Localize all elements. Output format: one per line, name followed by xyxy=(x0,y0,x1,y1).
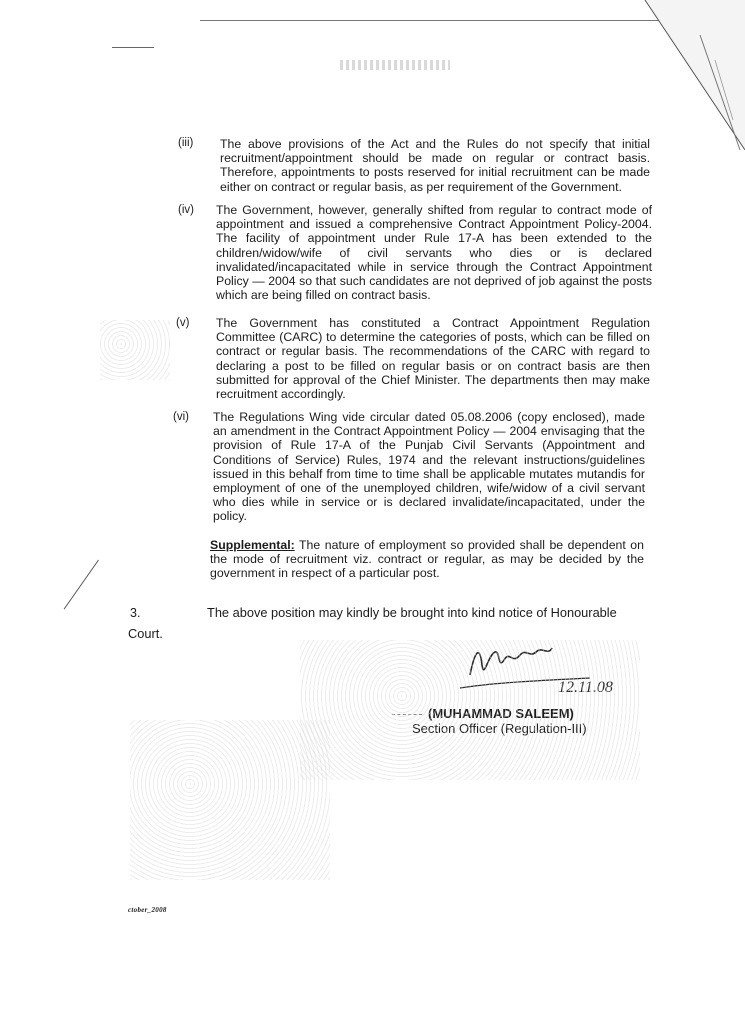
scan-noise xyxy=(130,720,330,880)
paragraph-v: The Government has constituted a Contract Appointment Regulation Committee (CARC) to determine the categories of posts, which can be filled on contract or regular basis. The recommendations of the CARC with regard to declaring a post to be filled on regular basis or on contract basis are then submitted for approval of the Chief Minister. The departments then may make recruitment accordingly. xyxy=(216,316,650,402)
note-label: Supplemental: xyxy=(210,538,295,552)
signatory-designation: Section Officer (Regulation-III) xyxy=(412,721,587,736)
paragraph-3: The above position may kindly be brought into kind notice of Honourable xyxy=(207,605,617,620)
item-number-iii: (iii) xyxy=(178,137,194,149)
scan-noise xyxy=(300,640,640,780)
signature-date: 12.11.08 xyxy=(558,679,613,696)
footer-text: ctober_2008 xyxy=(128,906,167,914)
top-rule xyxy=(200,20,660,21)
signatory-name: (MUHAMMAD SALEEM) xyxy=(428,706,574,721)
top-left-rule xyxy=(112,47,154,48)
item-number-iv: (iv) xyxy=(178,204,194,216)
paragraph-vi: The Regulations Wing vide circular dated 05.08.2006 (copy enclosed), made an amendment in the Contract Appointment Policy — 2004 envisaging that the provision of Rule 17-A of the Punjab Civil Servants (Appointment and Conditions of Service) Rules, 1974 and the relevant instructions/guidelines issued in this behalf from time to time shall be applicable mutates mutandis for employment of one of the unemployed children, wife/widow of a civil servant who dies while in service or is declared invalidate/incapacitated, under the policy. xyxy=(213,410,645,524)
item-number-v: (v) xyxy=(176,317,190,329)
margin-mark xyxy=(64,560,99,610)
supplemental-note xyxy=(210,538,644,581)
note-text: The nature of employment so provided shall be dependent on the mode of recruitment viz. contract or regular, as may be decided by the government in respect of a particular post. xyxy=(210,538,644,581)
scan-noise xyxy=(100,320,170,380)
item-number-3: 3. xyxy=(130,606,141,620)
paragraph-iv: The Government, however, generally shifted from regular to contract mode of appointment and issued a comprehensive Contract Appointment Policy-2004. The facility of appointment under Rule 17-A has been extended to the children/widow/wife of civil servants who dies or is declared invalidated/incapacitated while in service through the Contract Appointment Policy — 2004 so that such candidates are not deprived of job against the posts which are being filled on contract basis. xyxy=(216,203,652,303)
paragraph-3-continuation: Court. xyxy=(128,626,163,641)
folded-corner xyxy=(615,0,745,150)
faded-header-stamp xyxy=(340,60,450,70)
paragraph-iii: The above provisions of the Act and the Rules do not specify that initial recruitment/appointment should be made on regular or contract basis. Therefore, appointments to posts reserved for initial recruitment can be made either on contract or regular basis, as per requirement of the Government. xyxy=(220,137,650,194)
item-number-vi: (vi) xyxy=(173,411,189,423)
